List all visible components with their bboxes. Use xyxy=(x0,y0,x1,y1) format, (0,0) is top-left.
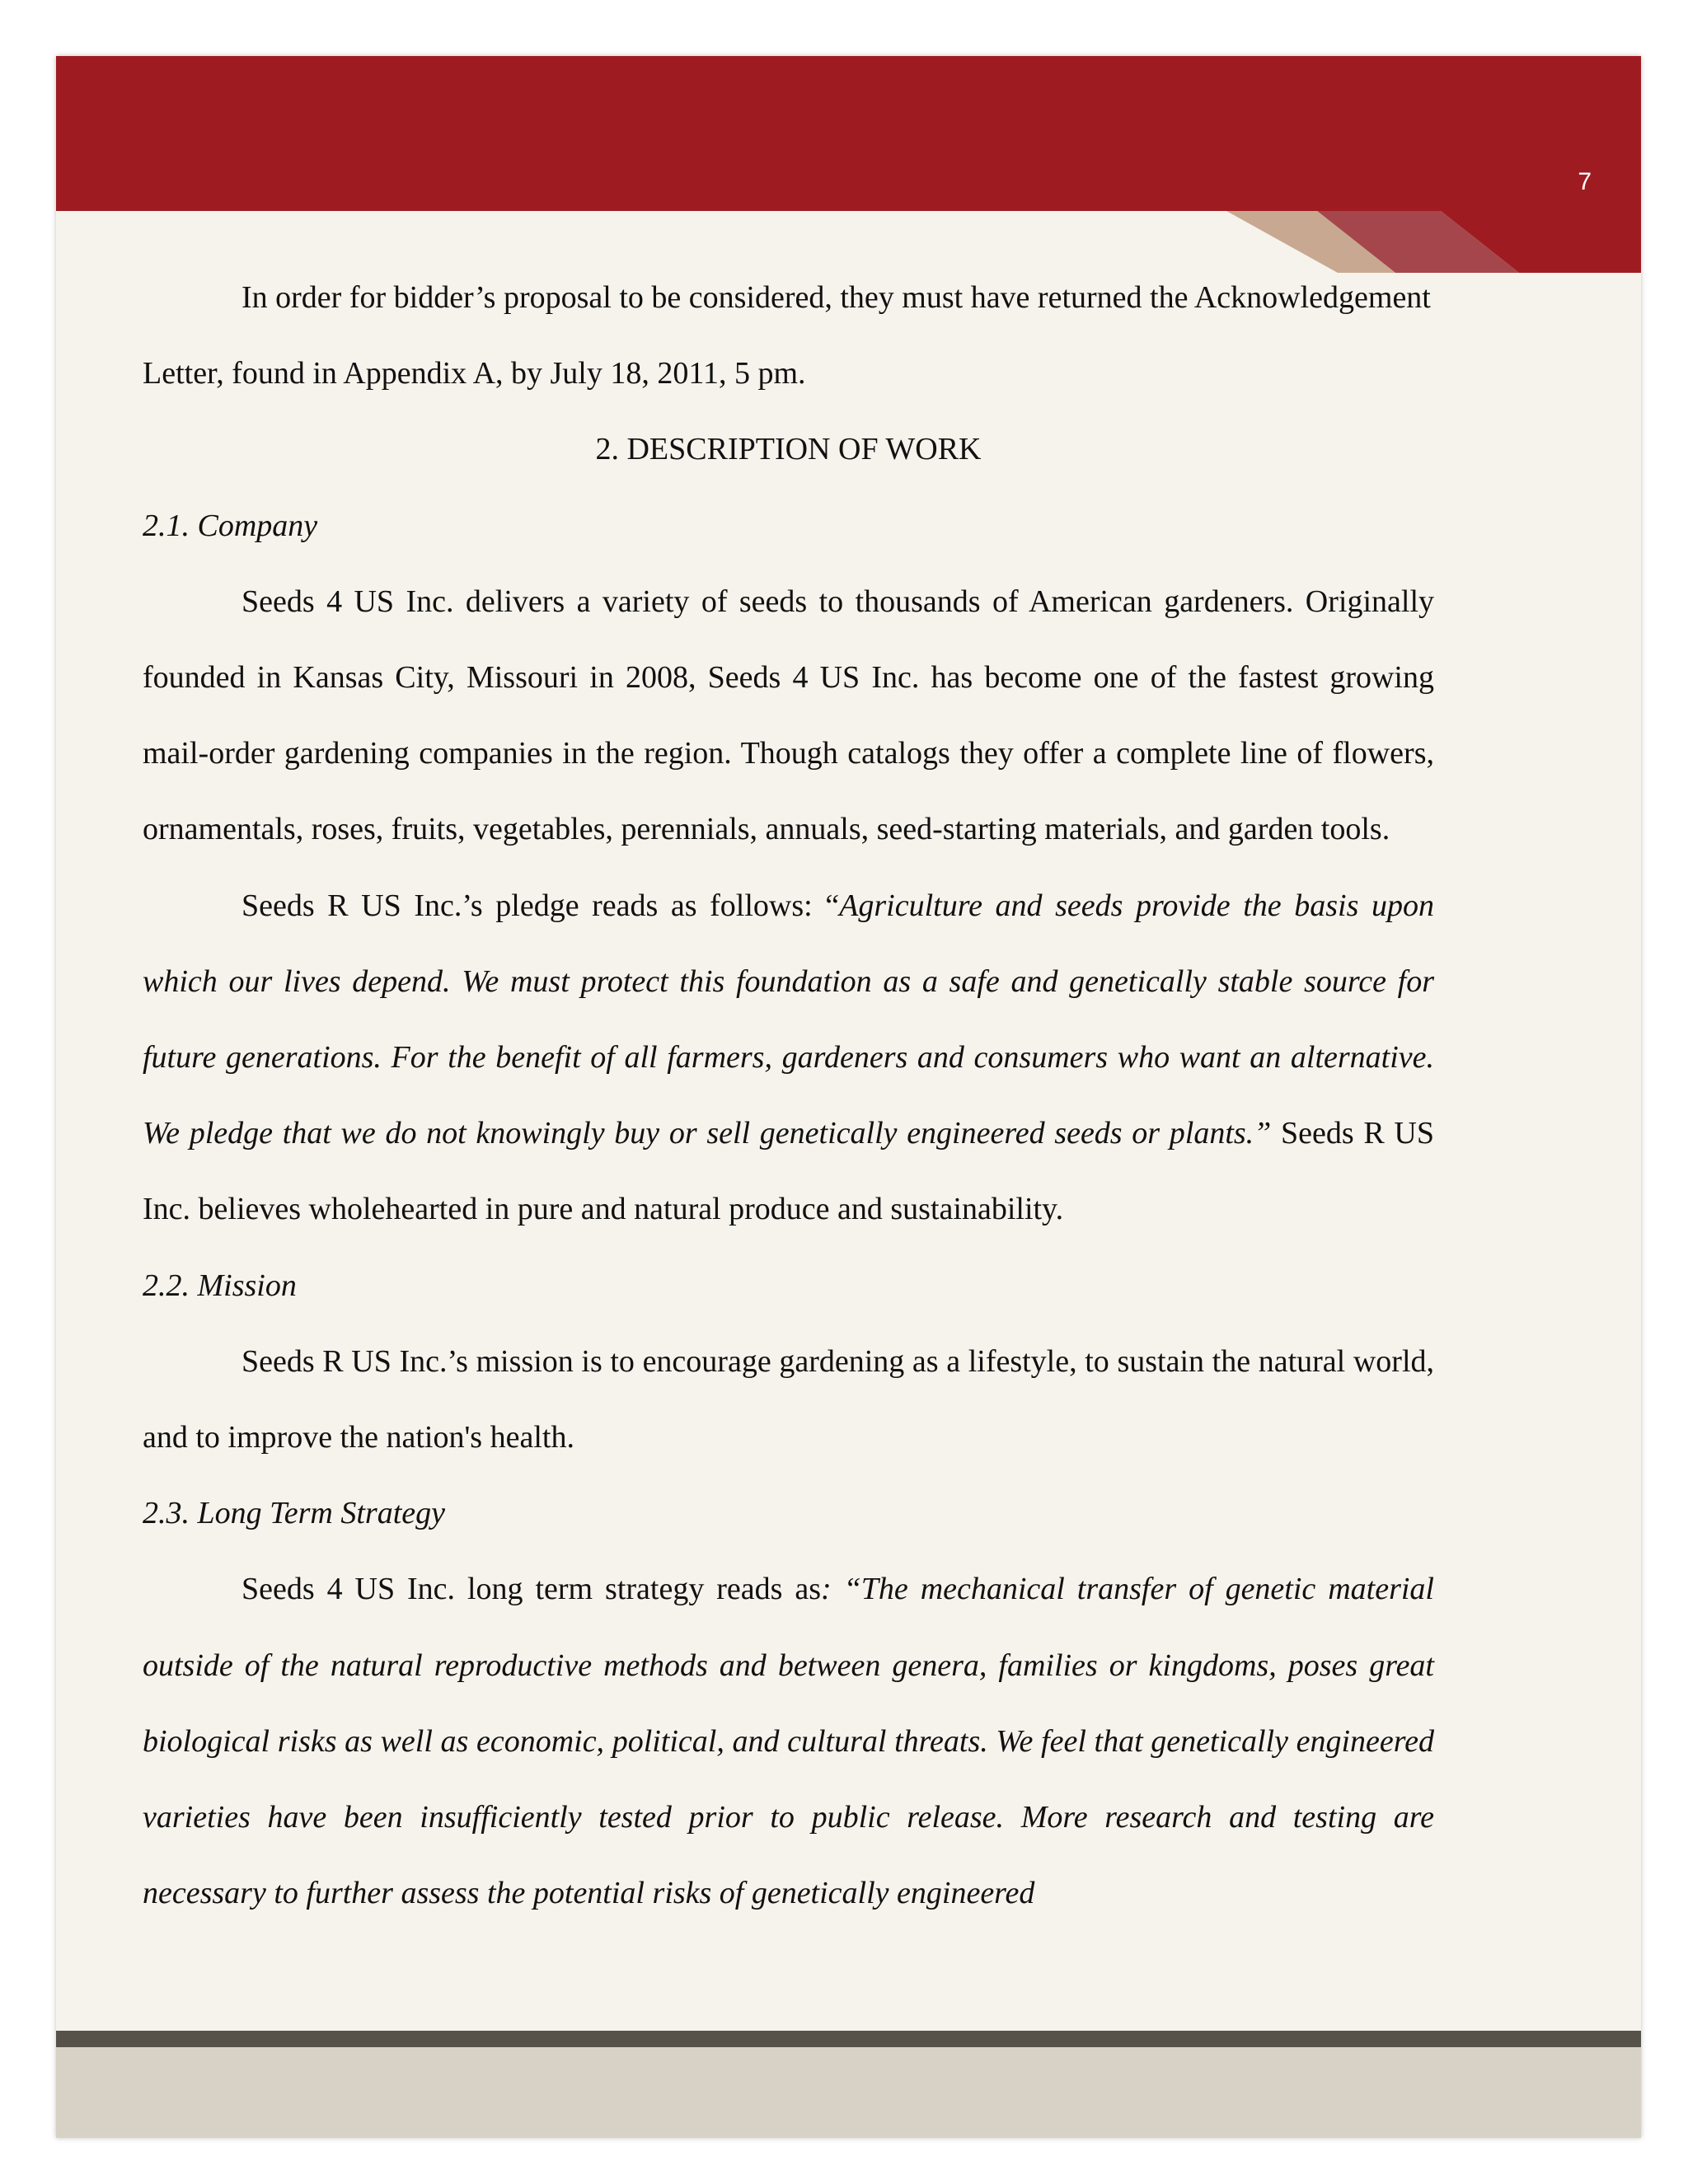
section-title: 2. DESCRIPTION OF WORK xyxy=(595,432,982,467)
strategy-heading: 2.3. Long Term Strategy xyxy=(143,1496,446,1531)
pledge-tail: Seeds R US Inc. believes wholehearted in pure and natural produce and sustainability. xyxy=(143,1116,1434,1227)
header-decoration xyxy=(56,56,1641,279)
mission-paragraph: Seeds R US Inc.’s mission is to encourage gardening as a lifestyle, to sustain the natural world, and to improve the nation's health. xyxy=(143,1343,1434,1455)
pledge-quote: Agriculture and seeds provide the basis upon which our lives depend. We must protect this foundation as a safe and genetically stable source for future generations. For the benefit of all farmers, gardeners and consumers who want an alternative. We pledge that we do not knowingly buy or sell genetically engineered seeds or plants.” xyxy=(143,888,1434,1151)
pledge-lead: Seeds R US Inc.’s pledge reads as follows: “ xyxy=(241,888,840,923)
mission-heading: 2.2. Mission xyxy=(143,1268,297,1303)
page-number: 7 xyxy=(1578,168,1592,195)
footer-band xyxy=(56,2047,1641,2138)
strategy-quote: : “The mechanical transfer of genetic material outside of the natural reproductive methods and between genera, families or kingdoms, poses great biological risks as well as economic, political, and cultural threats. We feel that genetically engineered varieties have been insufficiently tested prior to public release. More research and testing are necessary to further assess the potential risks of genetically engineered xyxy=(143,1572,1434,1911)
strategy-lead: Seeds 4 US Inc. long term strategy reads as xyxy=(241,1572,822,1607)
pledge-paragraph xyxy=(143,868,1434,1248)
company-paragraph: Seeds 4 US Inc. delivers a variety of seeds to thousands of American gardeners. Originally founded in Kansas City, Missouri in 2008, Seeds 4 US Inc. has become one of the fastest growing mail-order gardening companies in the region. Though catalogs they offer a complete line of flowers, ornamentals, roses, fruits, vegetables, perennials, annuals, seed-starting materials, and garden tools. xyxy=(143,583,1434,847)
footer-divider xyxy=(56,2031,1641,2047)
intro-paragraph: In order for bidder’s proposal to be considered, they must have returned the Acknowledgement Letter, found in Appendix A, by July 18, 2011, 5 pm. xyxy=(143,280,1431,391)
company-heading: 2.1. Company xyxy=(143,508,318,543)
strategy-paragraph xyxy=(143,1551,1434,1931)
document-body xyxy=(143,260,1434,1931)
